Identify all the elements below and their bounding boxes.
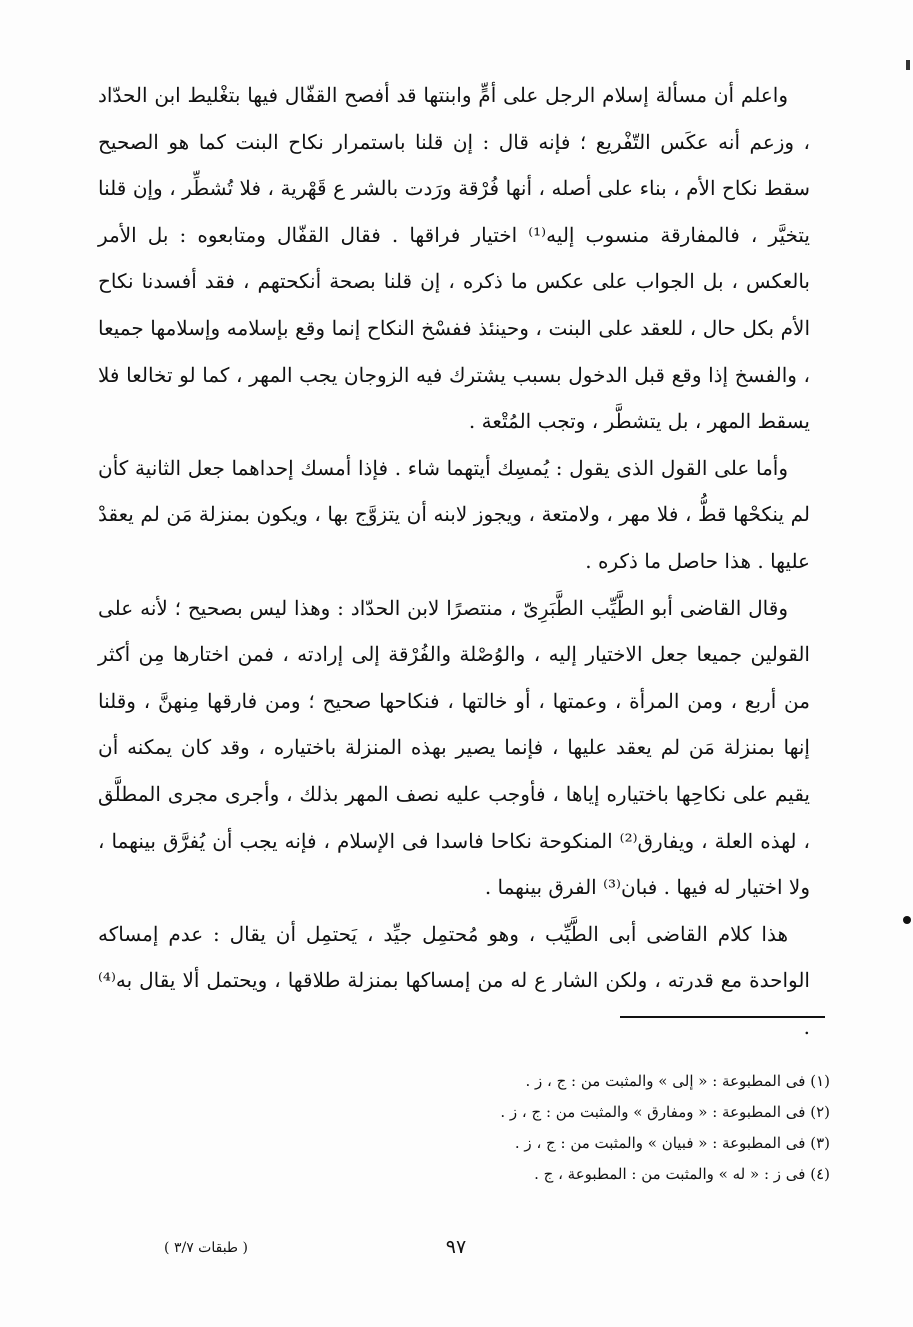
footnote-4: (٤) فى ز : « له » والمثبت من : المطبوعة ، ج .	[534, 1165, 830, 1183]
footnote-separator	[620, 1016, 825, 1018]
paragraph-1: واعلم أن مسألة إسلام الرجل على أمٍّ وابنتها قد أفصح القفّال فيها بتغْليط ابن الحدّاد ، وزعم أنه عكَس التّفْريع ؛ فإنه قال : إن قلنا باستمرار نكاح البنت كما هو الصحيح سقط نكاح الأم ، بناء على أصله ، أنها فُرْقة ورَدت بالشر ع قَهْرية ، فلا تُشطِّر ، وإن قلنا يتخيَّر ، فالمفارقة منسوب إليه⁽¹⁾ اختيار فراقها . فقال القفّال ومتابعوه : بل الأمر بالعكس ، بل الجواب على عكس ما ذكره ، إن قلنا بصحة أنكحتهم ، فقد أفسدنا نكاح الأم بكل حال ، للعقد على البنت ، وحينئذ ففسْخ النكاح إنما وقع بإسلامه وإسلامها جميعا ، والفسخ إذا وقع قبل الدخول بسبب يشترك فيه الزوجان يجب المهر ، كما لو تخالعا فلا يسقط المهر ، بل يتشطَّر ، وتجب المُتْعة .	[98, 83, 811, 434]
paragraph-3: وقال القاضى أبو الطَّيِّب الطَّبَرِىّ ، منتصرًا لابن الحدّاد : وهذا ليس بصحيح ؛ لأنه على القولين جميعا جعل الاختيار إليه ، والوُصْلة والفُرْقة إلى إرادته ، فمن اختارها مِن أكثر من أربع ، ومن المرأة ، وعمتها ، أو خالتها ، فنكاحها صحيح ؛ ومن فارقها مِنهنَّ ، وقلنا إنها بمنزلة مَن لم يعقد عليها ، فإنما يصير بهذه المنزلة باختياره ، وقد كان يمكنه أن يقيم على نكاحِها باختياره إياها ، فأوجب عليه نصف المهر بذلك ، وأجرى مجرى المطلَّق ، لهذه العلة ، ويفارق⁽²⁾ المنكوحة نكاحا فاسدا فى الإسلام ، فإنه يجب أن يُفرَّق بينهما ، ولا اختيار له فيها . فبان⁽³⁾ الفرق بينهما .	[98, 595, 810, 900]
footnote-3: (٣) فى المطبوعة : « فبيان » والمثبت من : ج ، ز .	[514, 1134, 830, 1152]
footnote-2: (٢) فى المطبوعة : « ومفارق » والمثبت من : ج ، ز .	[500, 1103, 830, 1121]
scan-artifact	[906, 60, 910, 70]
footnotes	[300, 1066, 830, 1190]
signature-label: ( طبقات ٣/٧ )	[164, 1240, 248, 1256]
scan-artifact-dot	[903, 916, 911, 924]
footnote-1: (١) فى المطبوعة : « إلى » والمثبت من : ج ، ز .	[525, 1072, 830, 1090]
main-text	[98, 72, 810, 1050]
page-number: ٩٧	[445, 1236, 467, 1258]
paragraph-2: وأما على القول الذى يقول : يُمسِك أيتهما شاء . فإذا أمسك إحداهما جعل الثانية كأن لم ينكحْها قطُّ ، فلا مهر ، ولامتعة ، ويجوز لابنه أن يتزوَّج بها ، ويكون بمنزلة مَن لم يعقدْ عليها . هذا حاصل ما ذكره .	[98, 455, 810, 573]
paragraph-4: هذا كلام القاضى أبى الطَّيِّب ، وهو مُحتمِل جيِّد ، يَحتمِل أن يقال : عدم إمساكه الواحدة مع قدرته ، ولكن الشار ع له من إمساكها بمنزلة طلاقها ، ويحتمل ألا يقال به⁽⁴⁾ .	[98, 921, 810, 1039]
